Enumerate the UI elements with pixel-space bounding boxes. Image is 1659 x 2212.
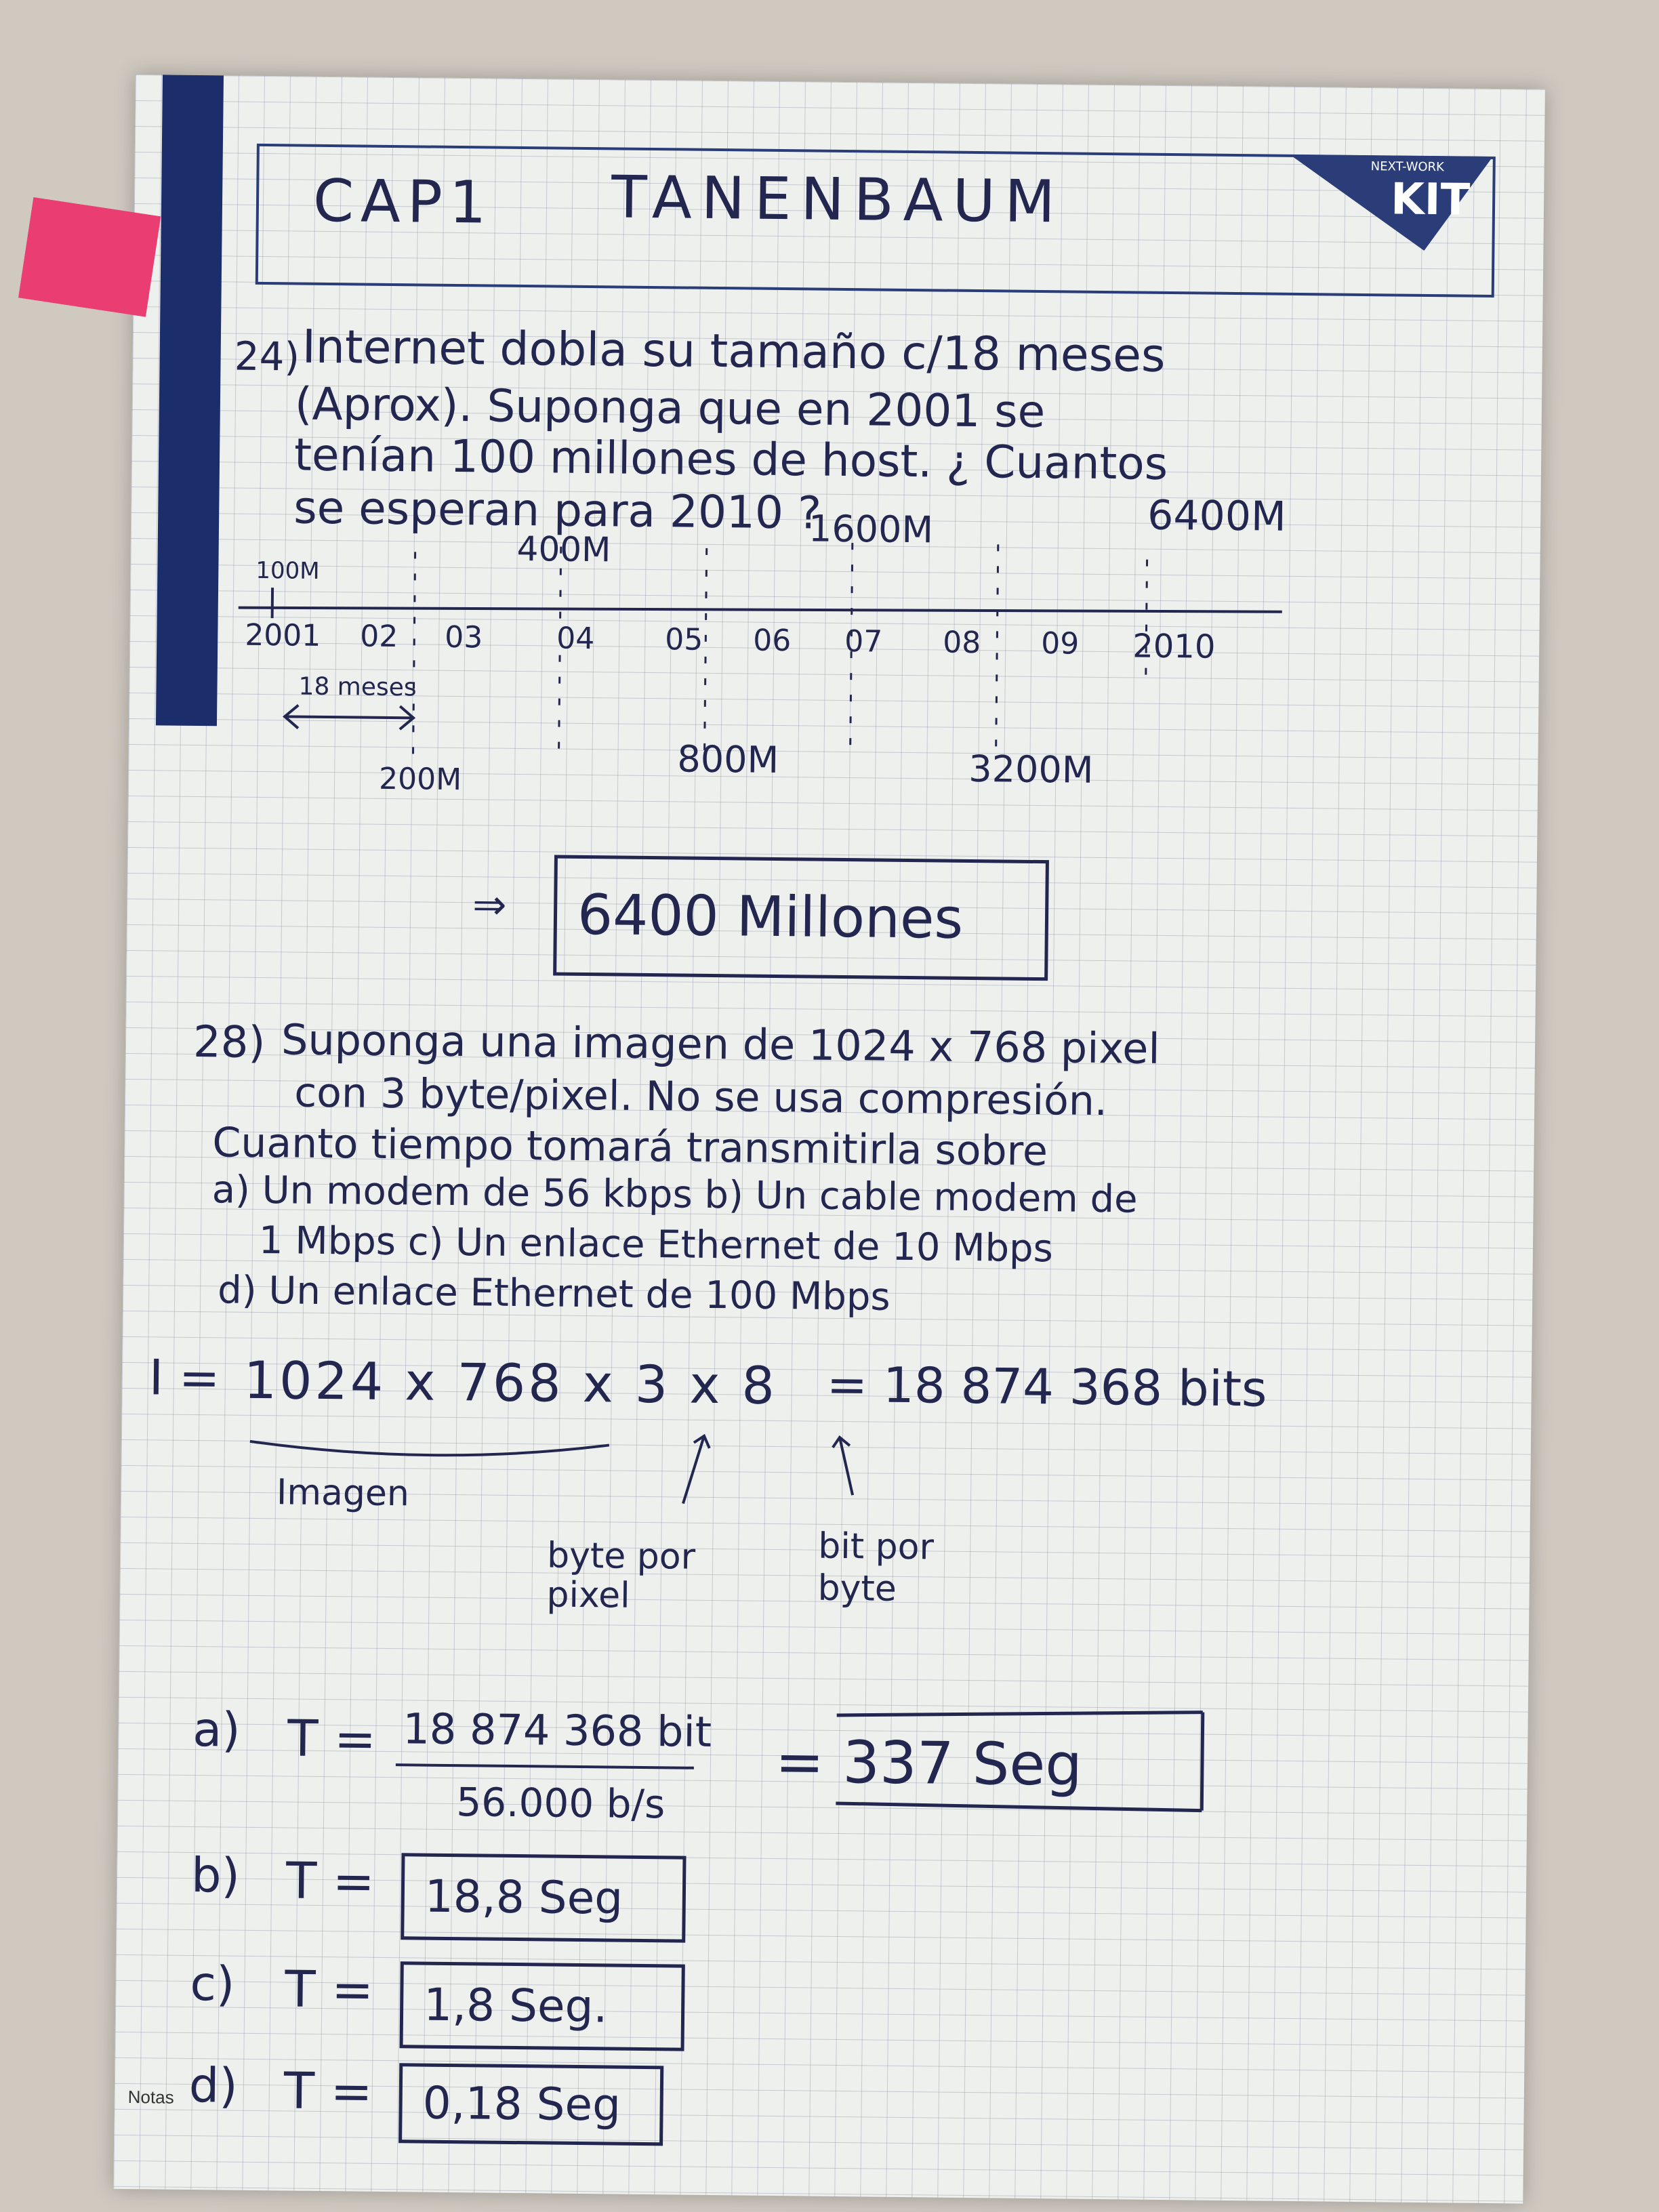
formula-lhs: I = xyxy=(148,1349,220,1407)
answer-d-label: d) xyxy=(188,2057,239,2114)
problem24-line-2: (Aprox). Suponga que en 2001 se xyxy=(294,377,1046,438)
timeline-year-06: 06 xyxy=(753,623,792,659)
answer-c-lhs: T = xyxy=(284,1960,374,2020)
answer-a-label: a) xyxy=(192,1702,241,1758)
notas-label: Notas xyxy=(127,2087,174,2108)
answer-a-lhs: T = xyxy=(287,1709,377,1769)
problem28-line-3: Cuanto tiempo tomará transmitirla sobre xyxy=(212,1119,1048,1176)
formula-expression: 1024 x 768 x 3 x 8 xyxy=(243,1349,778,1416)
timeline-year-03: 03 xyxy=(445,619,483,655)
annot-byte-per-pixel: byte por pixel xyxy=(546,1535,696,1616)
timeline-year-02: 02 xyxy=(360,619,398,655)
timeline-year-07: 07 xyxy=(844,624,883,659)
timeline-interval-label: 18 meses xyxy=(298,672,417,702)
kit-logo-sub: NEXT-WORK xyxy=(1370,159,1445,175)
timeline-label-1600m: 1600M xyxy=(808,507,934,552)
timeline-label-6400m: 6400M xyxy=(1147,491,1287,541)
answer24-arrow: ⇒ xyxy=(472,881,507,929)
problem24-line-3: tenían 100 millones de host. ¿ Cuantos xyxy=(293,428,1168,490)
answer-c-result: 1,8 Seg. xyxy=(400,1961,685,2051)
timeline-label-400m: 400M xyxy=(516,529,611,570)
problem28-line-6: d) Un enlace Ethernet de 100 Mbps xyxy=(217,1268,890,1319)
header-title-right: TANENBAUM xyxy=(611,163,1065,237)
timeline-year-09: 09 xyxy=(1041,626,1080,661)
problem28-line-2: con 3 byte/pixel. No se usa compresión. xyxy=(293,1069,1108,1126)
formula-result: = 18 874 368 bits xyxy=(826,1355,1268,1418)
timeline-label-200m: 200M xyxy=(378,761,462,798)
timeline-year-2010: 2010 xyxy=(1132,627,1216,666)
timeline-year-2001: 2001 xyxy=(245,617,321,653)
timeline-label-3200m: 3200M xyxy=(968,747,1094,792)
answer-b-lhs: T = xyxy=(285,1851,375,1911)
problem28-line-5: 1 Mbps c) Un enlace Ethernet de 10 Mbps xyxy=(258,1218,1054,1271)
answer-b-label: b) xyxy=(190,1847,241,1904)
answer-b-result: 18,8 Seg xyxy=(401,1853,686,1942)
problem24-line-4: se esperan para 2010 ? xyxy=(293,481,822,539)
timeline-label-100m: 100M xyxy=(255,556,320,585)
problem24-line-1: Internet dobla su tamaño c/18 meses xyxy=(302,320,1166,383)
problem28-number: 28) xyxy=(192,1017,266,1069)
problem24-number: 24) xyxy=(234,333,300,380)
timeline-label-800m: 800M xyxy=(677,737,779,781)
notebook-page xyxy=(113,75,1545,2204)
answer-d-lhs: T = xyxy=(283,2062,373,2121)
answer24-box: 6400 Millones xyxy=(553,855,1049,981)
answer-lines xyxy=(115,75,1545,2123)
annot-image: Imagen xyxy=(276,1472,410,1515)
answer-a-result: = 337 Seg xyxy=(775,1728,1083,1799)
timeline-year-08: 08 xyxy=(943,625,981,661)
answer-d-result: 0,18 Seg xyxy=(398,2063,663,2146)
kit-logo-text: KIT xyxy=(1390,174,1471,226)
timeline-year-04: 04 xyxy=(556,621,595,657)
problem28-line-1: Suponga una imagen de 1024 x 768 pixel xyxy=(281,1015,1161,1073)
annot-bit-per-byte: bit por byte xyxy=(817,1525,935,1610)
answer-a-denominator: 56.000 b/s xyxy=(455,1779,665,1828)
problem28-line-4: a) Un modem de 56 kbps b) Un cable modem de xyxy=(211,1168,1138,1222)
timeline-year-05: 05 xyxy=(665,622,703,657)
answer-c-label: c) xyxy=(190,1955,235,2012)
header-title-left: CAP1 xyxy=(312,167,494,237)
answer-a-numerator: 18 874 368 bit xyxy=(403,1704,712,1757)
